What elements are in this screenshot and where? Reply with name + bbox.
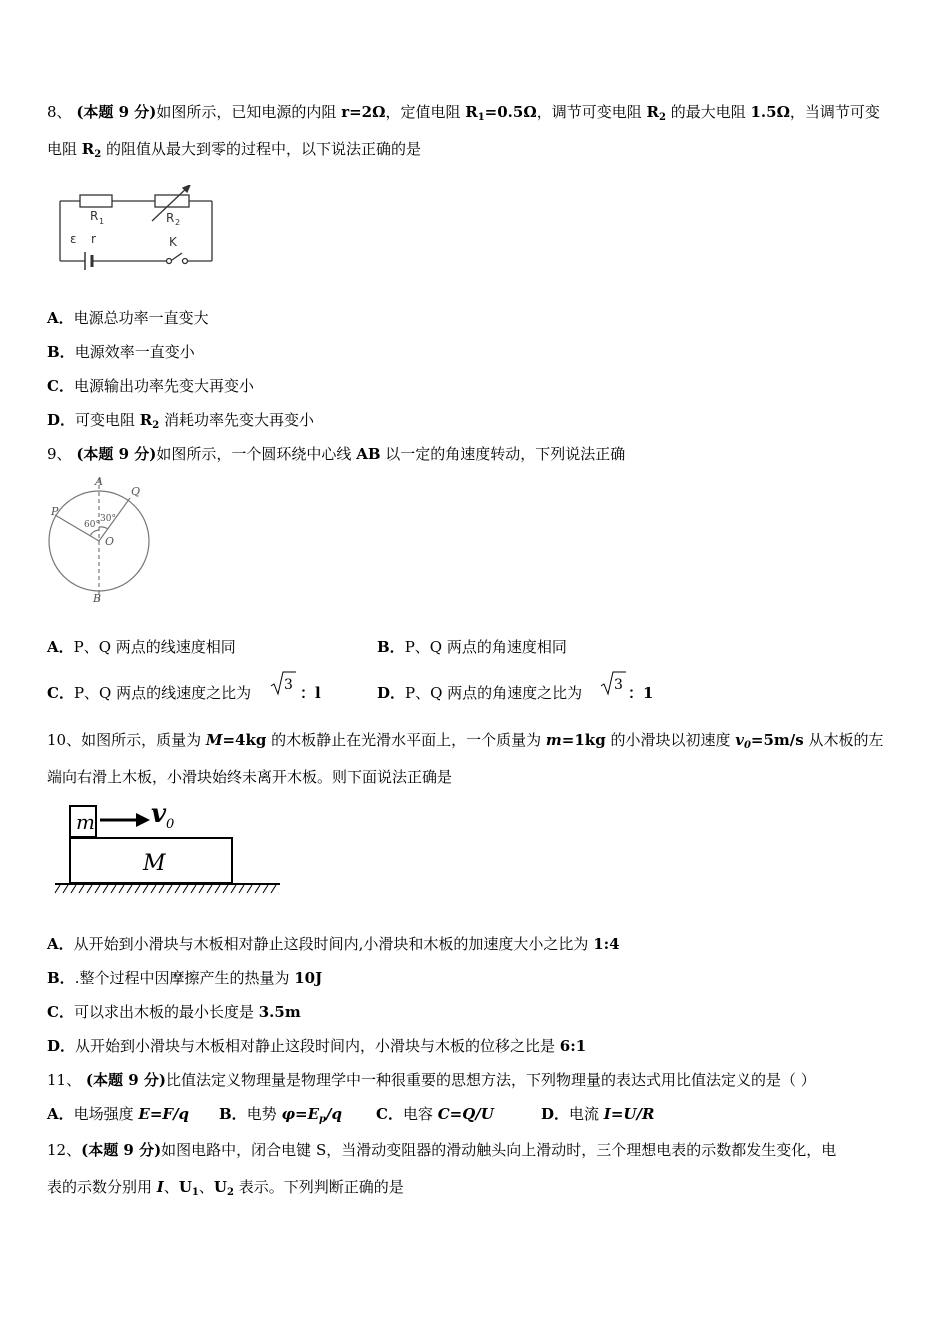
sqrt3-d bbox=[599, 670, 627, 696]
q8-option-b[interactable]: B．电源效率一直变小 bbox=[47, 343, 195, 361]
label-a: A bbox=[95, 475, 103, 488]
q12-line2: 表的示数分别用 I、$U_1$、$U_2$ 表示。下列判断正确的是 bbox=[47, 1178, 404, 1198]
q8-option-a[interactable]: A．电源总功率一直变大 bbox=[47, 309, 209, 327]
label-M: M bbox=[143, 851, 166, 876]
r1-resistor bbox=[80, 195, 112, 207]
label-m: m bbox=[76, 810, 95, 834]
q10-block-figure bbox=[50, 800, 285, 900]
q10-option-d[interactable]: D．从开始到小滑块与木板相对静止这段时间内，小滑块与木板的位移之比是 6:1 bbox=[47, 1037, 587, 1055]
q9-option-a[interactable]: A．P、Q 两点的线速度相同 bbox=[47, 638, 236, 656]
svg-text:3: 3 bbox=[284, 677, 293, 693]
q9-ring-figure bbox=[42, 475, 167, 605]
angle-60: 60° bbox=[84, 520, 100, 530]
switch-label: K bbox=[169, 235, 177, 249]
q8-circuit-figure bbox=[52, 185, 222, 270]
label-b: B bbox=[93, 592, 102, 605]
q12-line1: 12、(本题 9 分)如图电路中，闭合电键 S，当滑动变阻器的滑动触头向上滑动时，三个理想电表的示数都发生变化，电 bbox=[47, 1141, 837, 1159]
q10-option-b[interactable]: B．.整个过程中因摩擦产生的热量为 10J bbox=[47, 969, 323, 987]
q11-option-c[interactable]: C．电容 C=Q/U bbox=[376, 1105, 494, 1123]
label-o: O bbox=[105, 535, 115, 548]
q10-line2: 端向右滑上木板，小滑块始终未离开木板。则下面说法正确是 bbox=[47, 768, 453, 786]
label-q: Q bbox=[131, 485, 141, 498]
q10-option-c[interactable]: C．可以求出木板的最小长度是 3.5m bbox=[47, 1003, 301, 1021]
q10-option-a[interactable]: A．从开始到小滑块与木板相对静止这段时间内,小滑块和木板的加速度大小之比为 1:4 bbox=[47, 935, 620, 953]
q10-line1: 10、如图所示，质量为 M=4kg 的木板静止在光滑水平面上，一个质量为 m=1kg 的小滑块以初速度 $v_0=5m/s$ 从木板的左 bbox=[47, 731, 884, 751]
sqrt3-c bbox=[269, 670, 297, 696]
svg-text:3: 3 bbox=[614, 677, 623, 693]
velocity-arrow-head bbox=[136, 813, 150, 827]
q8-line1: 8、 (本题 9 分)如图所示，已知电源的内阻 r=2Ω，定值电阻 $R_1=0.5\Omega$，调节可变电阻 $R_2$ 的最大电阻 1.5Ω，当调节可变 bbox=[47, 103, 880, 123]
q9-option-b[interactable]: B．P、Q 两点的角速度相同 bbox=[377, 638, 567, 656]
svg-text:2: 2 bbox=[175, 218, 181, 227]
q11-option-a[interactable]: A．电场强度 E=F/q bbox=[47, 1105, 190, 1123]
r2-label: R bbox=[166, 211, 175, 225]
q8-option-c[interactable]: C．电源输出功率先变大再变小 bbox=[47, 377, 254, 395]
q9-option-c-ratio: ：l bbox=[300, 684, 321, 702]
q9-option-c[interactable]: C．P、Q 两点的线速度之比为 bbox=[47, 684, 252, 702]
internal-r-label: r bbox=[91, 232, 96, 246]
q9-option-d[interactable]: D．P、Q 两点的角速度之比为 bbox=[377, 684, 583, 702]
angle-30: 30° bbox=[100, 514, 116, 524]
label-v0: v bbox=[151, 800, 167, 829]
q11-line: 11、 (本题 9 分)比值法定义物理量是物理学中一种很重要的思想方法，下列物理量的表达式用比值法定义的是（ ） bbox=[47, 1071, 816, 1089]
r2-resistor bbox=[155, 195, 189, 207]
q8-option-d[interactable]: D．可变电阻 $R_2$ 消耗功率先变大再变小 bbox=[47, 411, 315, 431]
label-p: P bbox=[51, 505, 59, 518]
svg-text:0: 0 bbox=[166, 817, 175, 832]
emf-label: ε bbox=[70, 232, 77, 246]
q8-line2: 电阻 $R_2$ 的阻值从最大到零的过程中，以下说法正确的是 bbox=[47, 140, 421, 160]
q11-option-d[interactable]: D．电流 I=U/R bbox=[541, 1105, 655, 1123]
svg-text:1: 1 bbox=[99, 217, 105, 226]
q9-option-d-ratio: ：1 bbox=[628, 684, 654, 702]
r1-label: R bbox=[90, 209, 99, 223]
q11-option-b[interactable]: B．电势 $\varphi=E_p/q$ bbox=[219, 1105, 343, 1125]
q9-line1: 9、 (本题 9 分)如图所示，一个圆环绕中心线 AB 以一定的角速度转动，下列说法正确 bbox=[47, 445, 626, 463]
